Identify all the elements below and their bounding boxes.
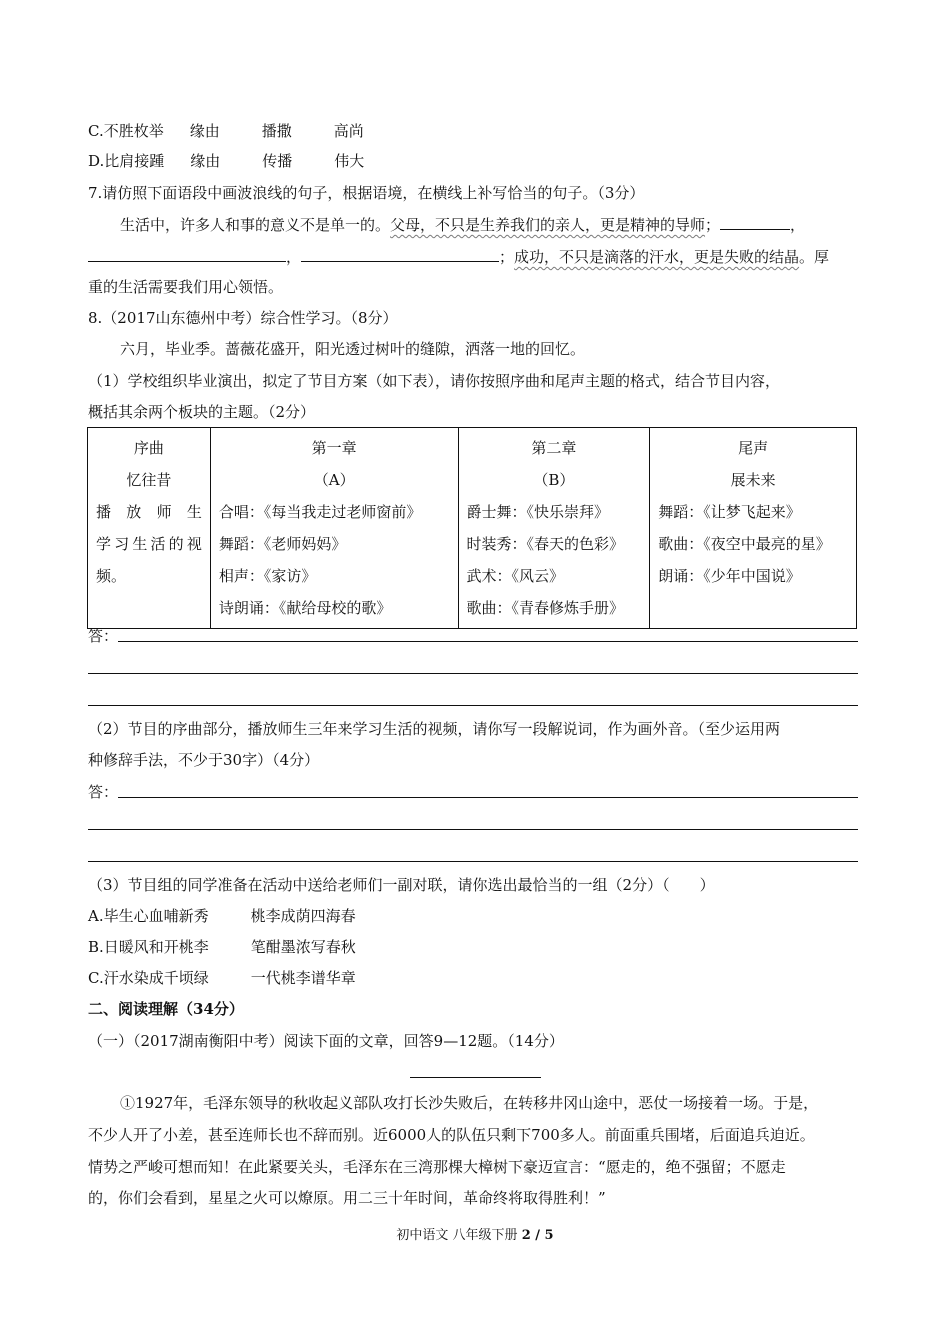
program-table (87, 427, 857, 629)
table-col-epilogue: 尾声 展未来 舞蹈：《让梦飞起来》 歌曲：《夜空中最亮的星》 朗诵：《少年中国说》 (650, 428, 857, 629)
q7-wavy-sentence: 父母，不只是生养我们的亲人，更是精神的导师 (390, 216, 706, 234)
table-col-chapter1: 第一章 （A） 合唱：《每当我走过老师窗前》 舞蹈：《老师妈妈》 相声：《家访》 诗朗诵：《献给母校的歌》 (210, 428, 458, 629)
q8-intro: 六月，毕业季。蔷薇花盛开，阳光透过树叶的缝隙，洒落一地的回忆。 (120, 340, 586, 358)
q8-sub3: （3）节目组的同学准备在活动中送给老师们一副对联，请你选出最恰当的一组（2分）（ ） (88, 876, 715, 894)
answer-line[interactable] (88, 705, 858, 706)
couplet-option-c: C.汗水染成千顷绿 一代桃李谱华章 (88, 969, 356, 987)
q7-passage-line3: 重的生活需要我们用心领悟。 (88, 278, 284, 296)
page-number: 2 / 5 (521, 1228, 554, 1243)
article-para-line: 情势之严峻可想而知！在此紧要关头，毛泽东在三湾那棵大樟树下豪迈宣言：“愿走的，绝不强留；不愿走 (88, 1158, 786, 1176)
answer-line[interactable] (88, 673, 858, 674)
option-c: C.不胜枚举 缘由 播撒 高尚 (88, 122, 364, 140)
q8-prompt: 8.（2017山东德州中考）综合性学习。（8分） (88, 309, 398, 327)
article-para-line: ①1927年，毛泽东领导的秋收起义部队攻打长沙失败后，在转移井冈山途中，恶仗一场接着一场。于是， (120, 1094, 819, 1112)
q7-passage-line1: 生活中，许多人和事的意义不是单一的。父母，不只是生养我们的亲人，更是精神的导师； ， (120, 216, 806, 234)
q8-sub1-line1: （1）学校组织毕业演出，拟定了节目方案（如下表），请你按照序曲和尾声主题的格式，结合节目内容， (88, 372, 781, 390)
table-col-chapter2: 第二章 （B） 爵士舞：《快乐崇拜》 时装秀：《春天的色彩》 武术：《风云》 歌曲：《青春修炼手册》 (458, 428, 650, 629)
answer-label-2: 答： (88, 783, 119, 801)
blank-A: （A） (313, 471, 355, 489)
answer-label-1: 答： (88, 627, 119, 645)
q7-blank-2[interactable] (88, 246, 286, 262)
q7-prompt: 7.请仿照下面语段中画波浪线的句子，根据语境，在横线上补写恰当的句子。（3分） (88, 184, 645, 202)
q7-blank-1[interactable] (720, 214, 790, 230)
section-title: 二、阅读理解（34分） (88, 1000, 244, 1018)
q8-sub2-line1: （2）节目的序曲部分，播放师生三年来学习生活的视频，请你写一段解说词，作为画外音。（至少运用两 (88, 720, 781, 738)
answer-line[interactable] (118, 797, 858, 798)
answer-line[interactable] (88, 861, 858, 862)
article-para-line: 不少人开了小差，甚至连师长也不辞而别。近6000人的队伍只剩下700多人。前面重兵围堵，后面追兵迫近。 (88, 1126, 815, 1144)
section-sub-intro: （一）（2017湖南衡阳中考）阅读下面的文章，回答9—12题。（14分） (88, 1032, 564, 1050)
answer-line[interactable] (118, 641, 858, 642)
q7-wavy-sentence-2: 成功，不只是滴落的汗水，更是失败的结晶 (514, 248, 800, 266)
page-footer: 初中语文 八年级下册 2 / 5 (396, 1228, 554, 1243)
article-para-line: 的，你们会看到，星星之火可以燎原。用二三十年时间，革命终将取得胜利！” (88, 1189, 606, 1207)
option-d: D.比肩接踵 缘由 传播 伟大 (88, 152, 365, 170)
answer-line[interactable] (88, 829, 858, 830)
table-col-prelude: 序曲 忆往昔 播放师生 学习生活的视 频。 (88, 428, 211, 629)
q8-sub2-line2: 种修辞手法，不少于30字）（4分） (88, 751, 320, 769)
article-title-placeholder-line (410, 1077, 541, 1078)
q8-sub1-line2: 概括其余两个板块的主题。（2分） (88, 403, 316, 421)
q7-blank-3[interactable] (301, 246, 499, 262)
couplet-option-a: A.毕生心血哺新秀 桃李成荫四海春 (88, 907, 356, 925)
q7-passage-line2: ， ；成功，不只是滴落的汗水，更是失败的结晶。厚 (88, 246, 829, 267)
blank-B: （B） (533, 471, 575, 489)
couplet-option-b: B.日暖风和开桃李 笔酣墨浓写春秋 (88, 938, 356, 956)
